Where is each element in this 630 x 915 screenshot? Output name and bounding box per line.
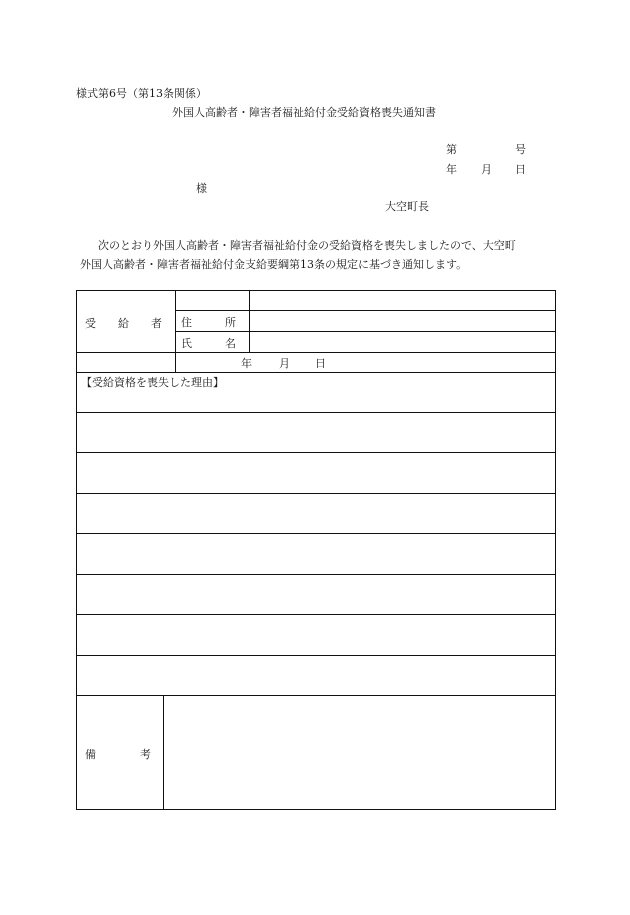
remarks-field[interactable] (165, 697, 554, 808)
form-table (76, 290, 556, 810)
address-field[interactable] (250, 311, 554, 330)
doc-number-go: 号 (515, 143, 526, 156)
divider (77, 695, 555, 696)
date-day: 日 (515, 163, 526, 176)
divider (175, 291, 176, 373)
top-field[interactable] (250, 292, 554, 309)
recipient-label: 受 給 者 (85, 317, 162, 330)
doc-number-dai: 第 (446, 143, 457, 156)
remarks-label: 備 考 (85, 748, 151, 761)
body-text-line2: 外国人高齢者・障害者福祉給付金支給要綱第13条の規定に基づき通知します。 (80, 258, 468, 271)
table-date-day: 日 (315, 357, 326, 370)
issuer-name: 大空町長 (385, 200, 429, 213)
addressee-sama: 様 (196, 182, 207, 195)
address-label: 住 所 (181, 316, 236, 329)
reason-field[interactable] (78, 389, 554, 694)
body-text-line1: 次のとおり外国人高齢者・障害者福祉給付金の受給資格を喪失しましたので、大空町 (98, 239, 516, 252)
date-year: 年 (446, 163, 457, 176)
divider (163, 695, 164, 809)
table-date-year: 年 (241, 357, 252, 370)
divider (77, 372, 555, 373)
name-label: 氏 名 (181, 337, 236, 350)
form-number: 様式第6号（第13条関係） (76, 87, 207, 100)
document-title: 外国人高齢者・障害者福祉給付金受給資格喪失通知書 (172, 106, 436, 119)
reason-label: 【受給資格を喪失した理由】 (81, 376, 224, 389)
name-field[interactable] (250, 332, 554, 351)
divider (77, 352, 555, 353)
table-date-month: 月 (279, 357, 290, 370)
date-month: 月 (481, 163, 492, 176)
